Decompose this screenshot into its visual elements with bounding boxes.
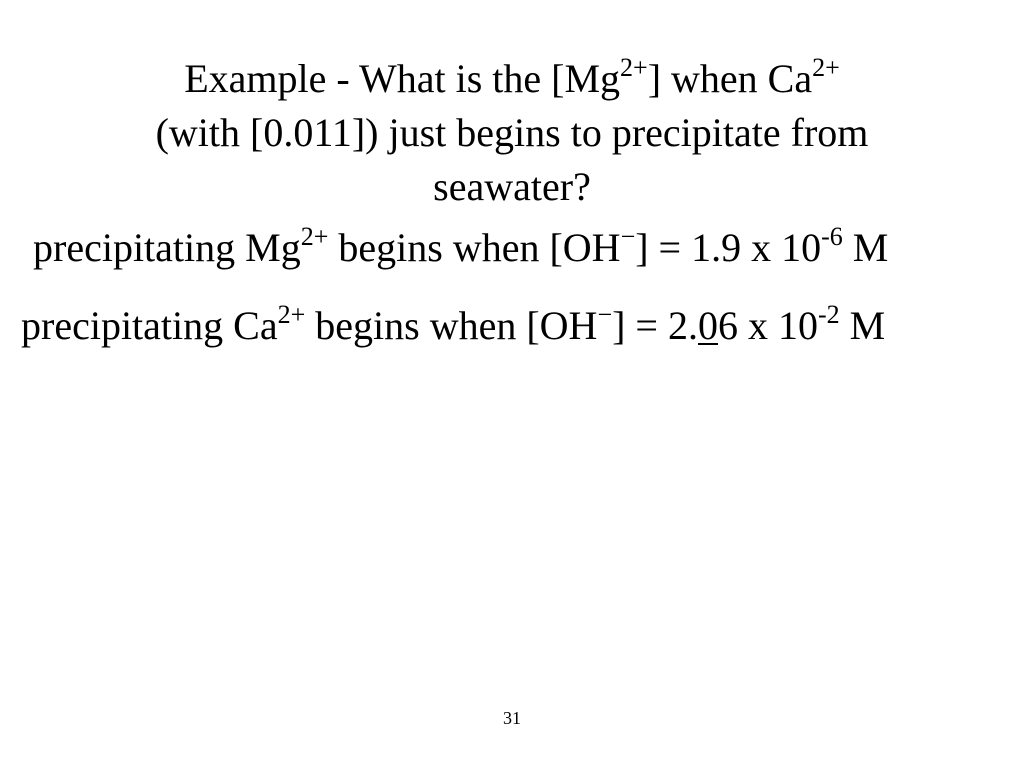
mg-ion-charge: 2+ (300, 221, 329, 251)
title-line-3: seawater? (433, 164, 591, 209)
title-line-2: (with [0.011]) just begins to precipitate from (155, 110, 869, 155)
page-number: 31 (503, 708, 521, 728)
mg-middle-text: begins when [OH (328, 225, 621, 270)
title-text-a: Example - What is the [Mg (184, 56, 621, 101)
mg-hydroxide-charge: − (620, 221, 636, 251)
slide-title (0, 52, 1024, 214)
mg-value: ] = 1.9 x 10 (635, 225, 822, 270)
ca-value-end: 6 x 10 (718, 303, 818, 348)
ca-prefix: precipitating Ca (21, 303, 278, 348)
ca-unit: M (839, 303, 886, 348)
ca-ion-charge: 2+ (277, 299, 306, 329)
title-line-1 (0, 52, 1024, 106)
ca-hydroxide-charge: − (597, 299, 613, 329)
ca-value-start: ] = 2. (612, 303, 698, 348)
ca-exponent: -2 (818, 299, 840, 329)
mg-unit: M (842, 225, 889, 270)
ca-charge-superscript: 2+ (812, 52, 840, 82)
ca-precipitation-equation (21, 299, 886, 350)
mg-exponent: -6 (821, 221, 843, 251)
mg-prefix: precipitating Mg (33, 225, 301, 270)
mg-precipitation-equation (33, 221, 889, 272)
ca-underlined-digit: 0 (698, 303, 718, 348)
mg-charge-superscript: 2+ (620, 52, 648, 82)
title-text-b: ] when Ca (647, 56, 813, 101)
ca-middle-text: begins when [OH (305, 303, 598, 348)
